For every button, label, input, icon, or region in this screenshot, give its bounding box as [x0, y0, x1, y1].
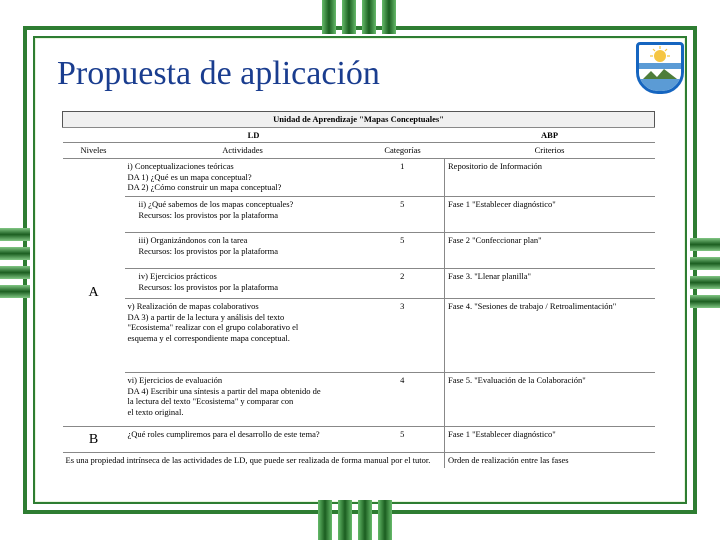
activity-cell: iv) Ejercicios prácticos Recursos: los provistos por la plataforma [125, 268, 361, 298]
activity-cell: ii) ¿Qué sabemos de los mapas conceptuales? Recursos: los provistos por la plataforma [125, 196, 361, 232]
category-cell: 4 [361, 372, 445, 426]
decor-bar-bottom-3 [358, 500, 372, 540]
col-niveles-header: Niveles [63, 143, 125, 159]
table-row [63, 298, 655, 372]
decor-bar-top-1 [322, 0, 336, 34]
decor-bar-right-4 [690, 295, 720, 308]
decor-bar-left-1 [0, 228, 30, 241]
activity-cell: i) Conceptualizaciones teóricas DA 1) ¿Qué es un mapa conceptual? DA 2) ¿Cómo construir un mapa conceptual? [125, 158, 361, 196]
category-cell: 2 [361, 268, 445, 298]
table-row [63, 372, 655, 426]
decor-bar-bottom-4 [378, 500, 392, 540]
unit-title: Unidad de Aprendizaje "Mapas Conceptuales" [63, 112, 655, 128]
table-row [63, 196, 655, 232]
category-cell: 5 [361, 232, 445, 268]
criterion-cell: Fase 5. "Evaluación de la Colaboración" [445, 372, 655, 426]
group-abp-header: ABP [445, 127, 655, 143]
criterion-cell: Fase 3. "Llenar planilla" [445, 268, 655, 298]
footer-note-ld: Es una propiedad intrínseca de las actividades de LD, que puede ser realizada de forma manual por el tutor. [65, 454, 431, 465]
decor-bar-bottom-1 [318, 500, 332, 540]
activity-cell: vi) Ejercicios de evaluación DA 4) Escribir una síntesis a partir del mapa obtenido de la lectura del texto "Ecosistema" y comparar con el texto original. [125, 372, 361, 426]
footer-note-abp: Orden de realización entre las fases [445, 452, 655, 467]
decor-bar-left-3 [0, 266, 30, 279]
criterion-cell: Fase 1 "Establecer diagnóstico" [445, 196, 655, 232]
category-cell: 3 [361, 298, 445, 372]
university-shield-icon [636, 42, 684, 94]
decor-bar-right-3 [690, 276, 720, 289]
category-cell: 5 [361, 196, 445, 232]
col-criterios-header: Criterios [445, 143, 655, 159]
table-row [63, 268, 655, 298]
col-actividades-header: Actividades [125, 143, 361, 159]
criterion-cell: Repositorio de Información [445, 158, 655, 196]
category-cell: 1 [361, 158, 445, 196]
decor-bar-left-2 [0, 247, 30, 260]
decor-bar-top-3 [362, 0, 376, 34]
level-a: A [63, 158, 125, 426]
criterion-cell: Fase 1 "Establecer diagnóstico" [445, 426, 655, 452]
category-cell: 5 [361, 426, 445, 452]
group-ld-header: LD [63, 127, 445, 143]
decor-bar-bottom-2 [338, 500, 352, 540]
decor-bar-left-4 [0, 285, 30, 298]
table-row [63, 426, 655, 452]
learning-unit-table [62, 111, 655, 468]
table-row [63, 158, 655, 196]
decor-bar-top-4 [382, 0, 396, 34]
table-row [63, 232, 655, 268]
activity-cell: v) Realización de mapas colaborativos DA 3) a partir de la lectura y análisis del texto "Ecosistema" realizar con el grupo colaborativo el esquema y el correspondiente mapa conceptual. [125, 298, 361, 372]
decor-bar-top-2 [342, 0, 356, 34]
decor-bar-right-2 [690, 257, 720, 270]
decor-bar-right-1 [690, 238, 720, 251]
slide-title: Propuesta de aplicación [57, 55, 380, 92]
table-footer-row [63, 452, 655, 467]
activity-cell: ¿Qué roles cumpliremos para el desarrollo de este tema? [125, 426, 361, 452]
activity-cell: iii) Organizándonos con la tarea Recursos: los provistos por la plataforma [125, 232, 361, 268]
level-b: B [63, 426, 125, 452]
col-categorias-header: Categorías [361, 143, 445, 159]
criterion-cell: Fase 2 "Confeccionar plan" [445, 232, 655, 268]
criterion-cell: Fase 4. "Sesiones de trabajo / Retroalimentación" [445, 298, 655, 372]
